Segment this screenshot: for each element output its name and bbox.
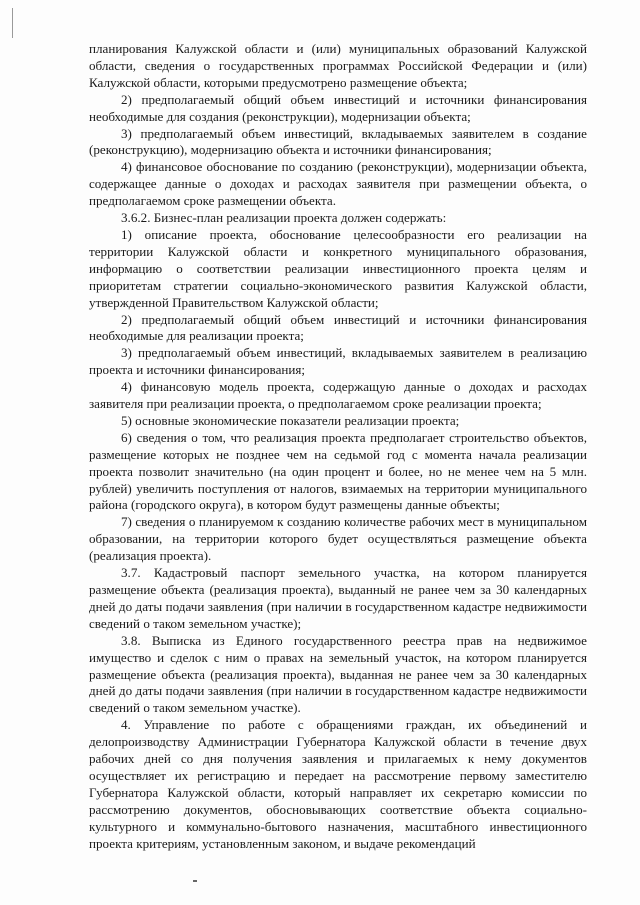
scan-edge-mark bbox=[12, 8, 13, 38]
paragraph-bp-item-4-financial-model: 4) финансовую модель проекта, содержащую данные о доходах и расходах заявителя при реализации проекта, о предполагаемом сроке реализации проекта; bbox=[89, 379, 587, 412]
paragraph-bp-item-5-indicators: 5) основные экономические показатели реализации проекта; bbox=[121, 412, 460, 428]
paragraph-bp-item-1-description: 1) описание проекта, обоснование целесообразности его реализации на территории Калужской области и конкретного муниципального образования, информацию о соответствии реализации инвестиционного проекта целям и приоритетам стратегии социально-экономического развития Калужской области, утвержденной Правительством Калужской области; bbox=[89, 226, 587, 310]
paragraph-section-3-8: 3.8. Выписка из Единого государственного реестра прав на недвижимое имущество и сделок с ним о правах на земельный участок, на котором планируется размещение объекта (реализация проекта), выданная не ранее чем за 30 календарных дней до даты подачи заявления (при наличии в государственном кадастре недвижимости сведений о таком земельном участке). bbox=[89, 632, 587, 716]
document-body bbox=[89, 41, 587, 853]
paragraph-section-4: 4. Управление по работе с обращениями граждан, их объединений и делопроизводству Администрации Губернатора Калужской области в течение двух рабочих дней со дня получения заявления и прилагаемых к нему документов осуществляет их регистрацию и передает на рассмотрение первому заместителю Губернатора Калужской области, который направляет их секретарю комиссии по рассмотрению документов, обосновывающих соответствие объекта социально-культурного и коммунально-бытового назначения, масштабного инвестиционного проекта критериям, установленным законом, и выдаче рекомендаций bbox=[89, 717, 587, 851]
paragraph-bp-item-2-total-investment: 2) предполагаемый общий объем инвестиций и источники финансирования необходимые для реализации проекта; bbox=[89, 311, 587, 344]
paragraph-section-3-6-2: 3.6.2. Бизнес-план реализации проекта должен содержать: bbox=[121, 210, 447, 226]
paragraph-bp-item-7-jobs: 7) сведения о планируемом к созданию количестве рабочих мест в муниципальном образовании, на территории которого будет осуществляться размещение объекта (реализация проекта). bbox=[89, 514, 587, 564]
paragraph-item-3-applicant-investment: 3) предполагаемый объем инвестиций, вкладываемых заявителем в создание (реконструкцию), модернизацию объекта и источники финансирования; bbox=[89, 125, 587, 158]
scan-speck bbox=[193, 880, 197, 882]
paragraph-continuation: планирования Калужской области и (или) муниципальных образований Калужской области, сведения о государственных программах Российской Федерации и (или) Калужской области, которыми предусмотрено размещение объекта; bbox=[89, 41, 587, 90]
paragraph-item-4-financial-justification: 4) финансовое обоснование по созданию (реконструкции), модернизации объекта, содержащее данные о доходах и расходах заявителя при размещении объекта, о предполагаемом сроке размещении объекта. bbox=[89, 159, 587, 209]
paragraph-bp-item-6-tax-revenue: 6) сведения о том, что реализация проекта предполагает строительство объектов, размещение которых не позднее чем на седьмой год с момента начала реализации проекта позволит значительно (на один процент и более, но не менее чем на 5 млн. рублей) увеличить поступления от налогов, взимаемых на территории муниципального района (городского округа), в котором будут размещены данные объекты; bbox=[89, 429, 587, 513]
paragraph-section-3-7: 3.7. Кадастровый паспорт земельного участка, на котором планируется размещение объекта (реализация проекта), выданный не ранее чем за 30 календарных дней до даты подачи заявления (при наличии в государственном кадастре недвижимости сведений о таком земельном участке); bbox=[89, 565, 587, 631]
paragraph-bp-item-3-applicant-investment: 3) предполагаемый объем инвестиций, вкладываемых заявителем в реализацию проекта и источники финансирования; bbox=[89, 345, 587, 378]
paragraph-item-2-total-investment: 2) предполагаемый общий объем инвестиций и источники финансирования необходимые для создания (реконструкции), модернизации объекта; bbox=[89, 91, 587, 124]
